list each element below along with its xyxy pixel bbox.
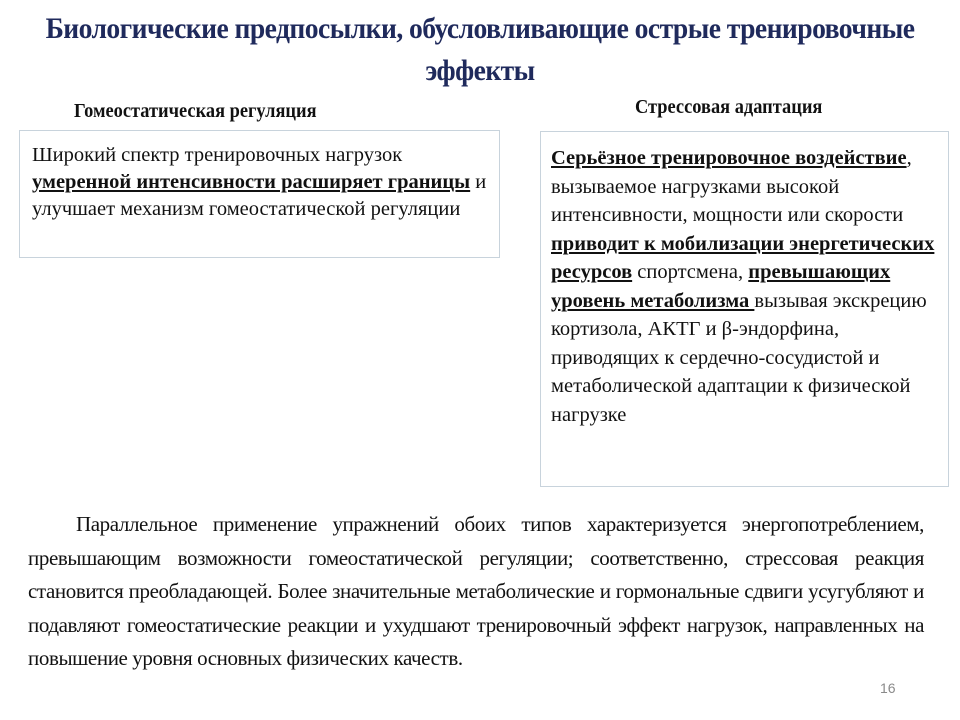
heading-stress-adaptation: Стрессовая адаптация bbox=[635, 96, 823, 118]
homeostatic-regulation-box bbox=[19, 130, 500, 258]
bottom-paragraph-text: Параллельное применение упражнений обоих типов характеризуется энергопотреблением, превышающим возможности гомеостатической регуляции; соответственно, стрессовая реакция становится преобладающей. Более значительные метаболические и гормональные сдвиги усугубляют и подавляют гомеостатические реакции и ухудшают тренировочный эффект нагрузок, направленных на повышение уровня основных физических качеств. bbox=[28, 512, 924, 670]
emphasis-text: Серьёзное тренировочное воздействие bbox=[551, 147, 907, 169]
homeostatic-regulation-text bbox=[32, 142, 487, 223]
emphasis-text: превышающих уровень метаболизма bbox=[551, 261, 891, 312]
stress-adaptation-text bbox=[551, 144, 940, 429]
text-segment: , вызываемое нагрузками высокой интенсивности, мощности или скорости bbox=[551, 147, 912, 226]
stress-adaptation-box bbox=[540, 131, 949, 487]
slide-number: 16 bbox=[880, 680, 896, 696]
heading-homeostatic-regulation: Гомеостатическая регуляция bbox=[74, 100, 317, 122]
emphasis-text: умеренной интенсивности расширяет границы bbox=[32, 171, 471, 193]
text-segment: вызывая экскрецию кортизола, АКТГ и β-эндорфина, приводящих к сердечно-сосудистой и метаболической адаптации к физической нагрузке bbox=[551, 289, 927, 426]
emphasis-text: приводит к мобилизации энергетических ресурсов bbox=[551, 232, 935, 283]
text-segment: Широкий спектр тренировочных нагрузок bbox=[32, 144, 403, 166]
text-segment: спортсмена, bbox=[632, 261, 749, 283]
slide-title: Биологические предпосылки, обусловливающие острые тренировочные эффекты bbox=[45, 12, 915, 87]
bottom-paragraph bbox=[28, 508, 924, 676]
text-segment: и улучшает механизм гомеостатической регуляции bbox=[32, 171, 487, 220]
